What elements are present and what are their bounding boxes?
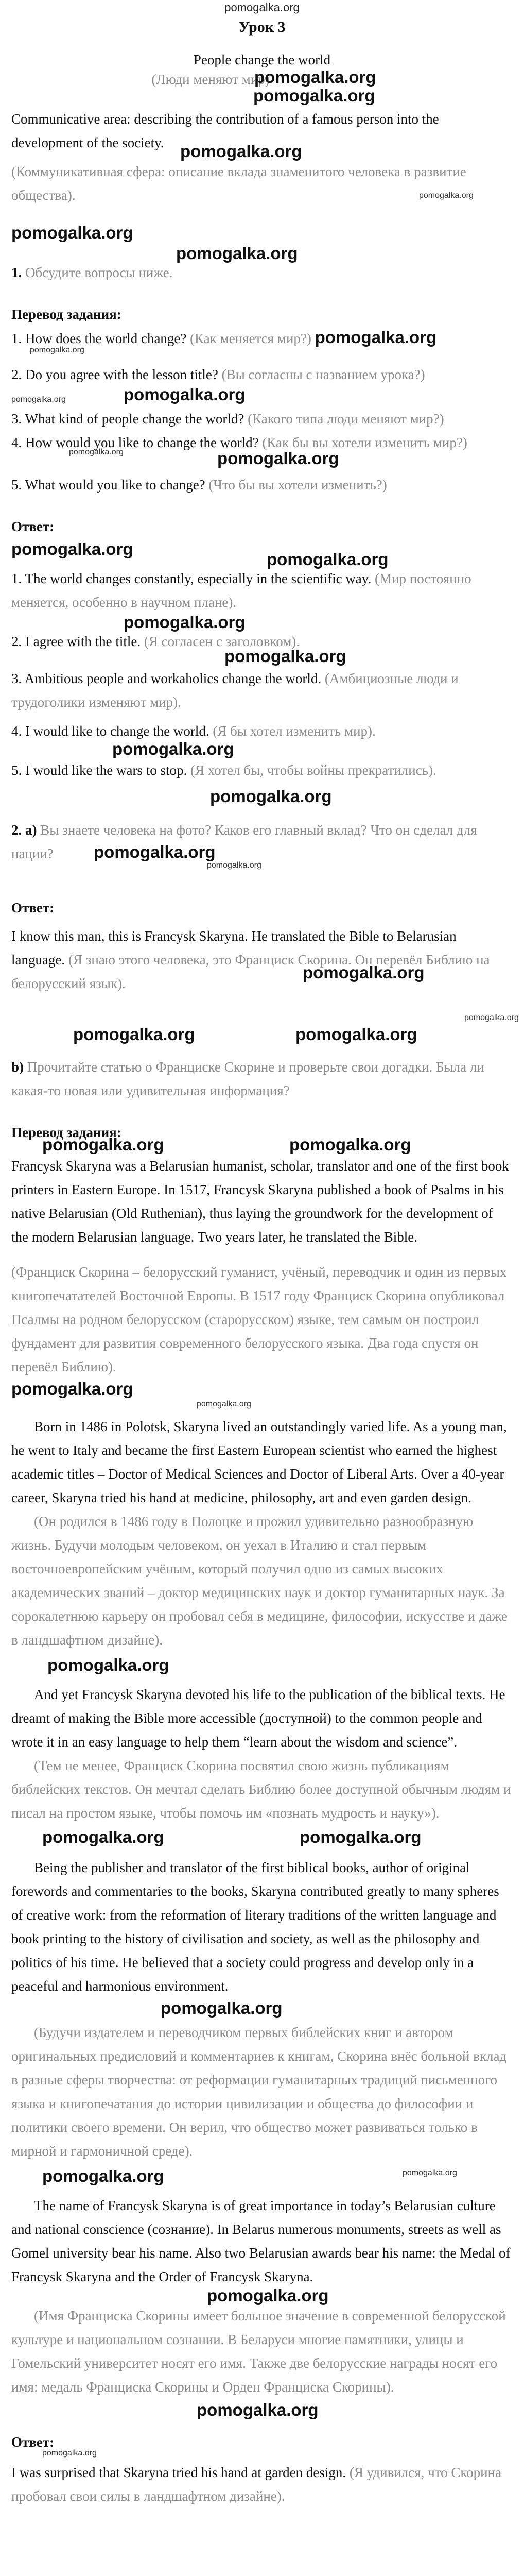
watermark: pomogalka.org <box>207 2286 329 2305</box>
watermark: pomogalka.org <box>289 1135 411 1154</box>
site-name[interactable]: pomogalka.org <box>224 1 300 14</box>
document-page <box>11 0 519 2508</box>
task-1 <box>11 261 513 284</box>
task-2b-text: Прочитайте статью о Франциске Скорине и проверьте свои догадки. Была ли какая-то новая или удивительная информация? <box>11 1059 484 1098</box>
question-5: 5. What would you like to change? (Что бы вы хотели изменить?) <box>11 477 387 493</box>
answer-2b-heading: Ответ: <box>11 2434 55 2450</box>
watermark: pomogalka.org <box>464 1013 519 1022</box>
watermark: pomogalka.org <box>224 647 346 666</box>
watermark: pomogalka.org <box>11 223 133 242</box>
article-paragraph-1-translation: (Франциск Скорина – белорусский гуманист, учёный, переводчик и один из первых книгопечатателей Восточной Европы. В 1517 году Франциск Скорина опубликовал Псалмы на родном белорусском (старорусском) языке, тем самым он построил фундамент для развития современного белорусского языка. Два года спустя он перевёл Библию). <box>11 1264 507 1375</box>
article-paragraph-3: And yet Francysk Skaryna devoted his life to the publication of the biblical texts. He dreamt of making the Bible more accessible (доступной) to the common people and wrote it in an easy language to help them “learn about the wisdom and science”. <box>11 1687 505 1750</box>
article-paragraph-1: Francysk Skaryna was a Belarusian humanist, scholar, translator and one of the first book printers in Eastern Europe. In 1517, Francysk Skaryna published a book of Psalms in his native Belarusian (Old Ruthenian), thus laying the groundwork for the development of the modern Belarusian language. Two years later, he translated the Bible. <box>11 1158 509 1245</box>
watermark: pomogalka.org <box>197 2400 319 2419</box>
watermark: pomogalka.org <box>47 1655 169 1674</box>
translation-2b-heading: Перевод задания: <box>11 1125 121 1140</box>
answer-heading: Ответ: <box>11 519 55 534</box>
site-header <box>11 0 513 14</box>
article-paragraph-3-translation: (Тем не менее, Франциск Скорина посвятил свою жизнь публикациям библейских текстов. Он мечтал сделать Библию более доступной обычным людям и писал на простом языке, чтобы помочь им «познать мудрость и науку»). <box>11 1758 511 1821</box>
question-3: 3. What kind of people change the world? (Какого типа люди меняют мир?) <box>11 411 444 427</box>
topic-translation: (Люди меняют мир) <box>151 72 270 87</box>
watermark: pomogalka.org <box>11 1379 133 1398</box>
watermark: pomogalka.org <box>94 842 216 861</box>
watermark: pomogalka.org <box>112 739 234 758</box>
answer-1-3: 3. Ambitious people and workaholics change the world. (Амбициозные люди и трудоголики изменяют мир). <box>11 671 459 710</box>
answer-1-1: 1. The world changes constantly, especially in the scientific way. (Мир постоянно меняется, особенно в научном плане). <box>11 571 471 610</box>
task-1-number: 1. <box>11 265 22 280</box>
communicative-area: Communicative area: describing the contribution of a famous person into the development of the society. <box>11 111 439 150</box>
watermark: pomogalka.org <box>176 244 298 263</box>
question-4: 4. How would you like to change the world? (Как бы вы хотели изменить мир?) <box>11 435 467 450</box>
watermark: pomogalka.org <box>403 2168 457 2177</box>
watermark: pomogalka.org <box>124 385 246 404</box>
task-1-text: Обсудите вопросы ниже. <box>25 265 173 280</box>
watermark: pomogalka.org <box>210 787 332 806</box>
watermark: pomogalka.org <box>315 328 437 347</box>
answer-2a: I know this man, this is Francysk Skaryna. He translated the Bible to Belarusian language. (Я знаю этого человека, это Франциск Скорина. Он перевёл Библию на белорусский язык). <box>11 928 490 991</box>
watermark: pomogalka.org <box>180 142 302 161</box>
article-paragraph-2: Born in 1486 in Polotsk, Skaryna lived an outstandingly varied life. As a young man, he went to Italy and became the first Eastern European scientist who earned the highest academic titles – Doctor of Medical Sciences and Doctor of Liberal Arts. Over a 40-year career, Skaryna tried his hand at medicine, philosophy, art and even garden design. <box>11 1419 507 1505</box>
watermark: pomogalka.org <box>124 613 246 632</box>
task-2a-number: 2. a) <box>11 822 37 838</box>
answer-1-5: 5. I would like the wars to stop. (Я хотел бы, чтобы войны прекратились). <box>11 762 436 778</box>
answer-2b: I was surprised that Skaryna tried his hand at garden design. (Я удивился, что Скорина пробовал свои силы в ландшафтном дизайне). <box>11 2465 502 2504</box>
watermark: pomogalka.org <box>42 1135 164 1154</box>
article-paragraph-4-translation: (Будучи издателем и переводчиком первых библейских книг и автором оригинальных предисловий и комментариев к книгам, Скорина внёс больной вклад в разные сферы творчества: от реформации гуманитарных традиций письменного языка и книгопечатания до истории цивилизации и общества до философии и политики своего времени. Он верил, что общество может развиваться только в мирной и гармоничной среде). <box>11 2025 507 2159</box>
article-paragraph-2-translation: (Он родился в 1486 году в Полоцке и прожил удивительно разнообразную жизнь. Будучи молодым человеком, он уехал в Италию и стал первым восточноевропейским учёным, который получил одно из самых высоких академических званий – доктор медицинских наук и доктор гуманитарных наук. За сорокалетнюю карьеру он пробовал себя в медицине, философии, искусстве и даже в ландшафтном дизайне). <box>11 1514 508 1648</box>
watermark: pomogalka.org <box>217 449 339 468</box>
lesson-title: Урок 3 <box>238 19 286 36</box>
watermark: pomogalka.org <box>254 67 376 87</box>
translation-heading: Перевод задания: <box>11 307 121 322</box>
article-paragraph-5-translation: (Имя Франциска Скорины имеет большое значение в современной белорусской культуре и национальном сознании. В Беларуси многие памятники, улицы и Гомельский университет носят его имя. Также две белорусские награды носят его имя: медаль Франциска Скорины и Орден Франциска Скорины). <box>11 2308 506 2395</box>
answer-1-4: 4. I would like to change the world. (Я бы хотел изменить мир). <box>11 723 376 739</box>
watermark: pomogalka.org <box>300 1827 422 1846</box>
topic-title: People change the world <box>193 52 331 67</box>
watermark: pomogalka.org <box>11 539 133 558</box>
watermark: pomogalka.org <box>419 191 474 200</box>
watermark: pomogalka.org <box>30 346 84 354</box>
watermark: pomogalka.org <box>303 963 425 982</box>
question-2: 2. Do you agree with the lesson title? (Вы согласны с названием урока?) <box>11 367 425 382</box>
communicative-area-translation: (Коммуникативная сфера: описание вклада знаменитого человека в развитие общества). <box>11 164 466 203</box>
answer-1-2: 2. I agree with the title. (Я согласен с заголовком). <box>11 634 300 649</box>
question-1: 1. How does the world change? (Как меняется мир?) pomogalka.org <box>11 328 437 347</box>
task-2b-number: b) <box>11 1059 24 1075</box>
article-paragraph-5: The name of Francysk Skaryna is of great importance in today’s Belarusian culture and national conscience (сознание). In Belarus numerous monuments, streets as well as Gomel university bear his name. Also two Belarusian awards bear his name: the Medal of Francysk Skaryna and the Order of Francysk Skaryna. <box>11 2198 511 2284</box>
watermark: pomogalka.org <box>42 1827 164 1846</box>
watermark: pomogalka.org <box>69 448 124 456</box>
watermark: pomogalka.org <box>42 2449 97 2458</box>
task-2b <box>11 1055 513 1103</box>
watermark: pomogalka.org <box>295 1025 417 1044</box>
watermark: pomogalka.org <box>207 861 261 870</box>
watermark: pomogalka.org <box>267 550 389 569</box>
watermark: pomogalka.org <box>42 2166 164 2185</box>
task-2a-text: Вы знаете человека на фото? Каков его главный вклад? Что он сделал для нации? <box>11 822 477 861</box>
article-paragraph-4: Being the publisher and translator of the first biblical books, author of original forewords and commentaries to the books, Skaryna contributed greatly to many spheres of creative work: from the reformation of literary traditions of the written language and book printing to the history of civilisation and society, as well as the philosophy and politics of his time. He believed that a society could progress and develop only in a peaceful and harmonious environment. <box>11 1860 499 1994</box>
watermark: pomogalka.org <box>73 1025 195 1044</box>
watermark: pomogalka.org <box>11 395 66 404</box>
watermark: pomogalka.org <box>161 1998 283 2018</box>
answer-2a-heading: Ответ: <box>11 900 55 916</box>
watermark: pomogalka.org <box>253 86 375 105</box>
watermark: pomogalka.org <box>197 1400 251 1409</box>
